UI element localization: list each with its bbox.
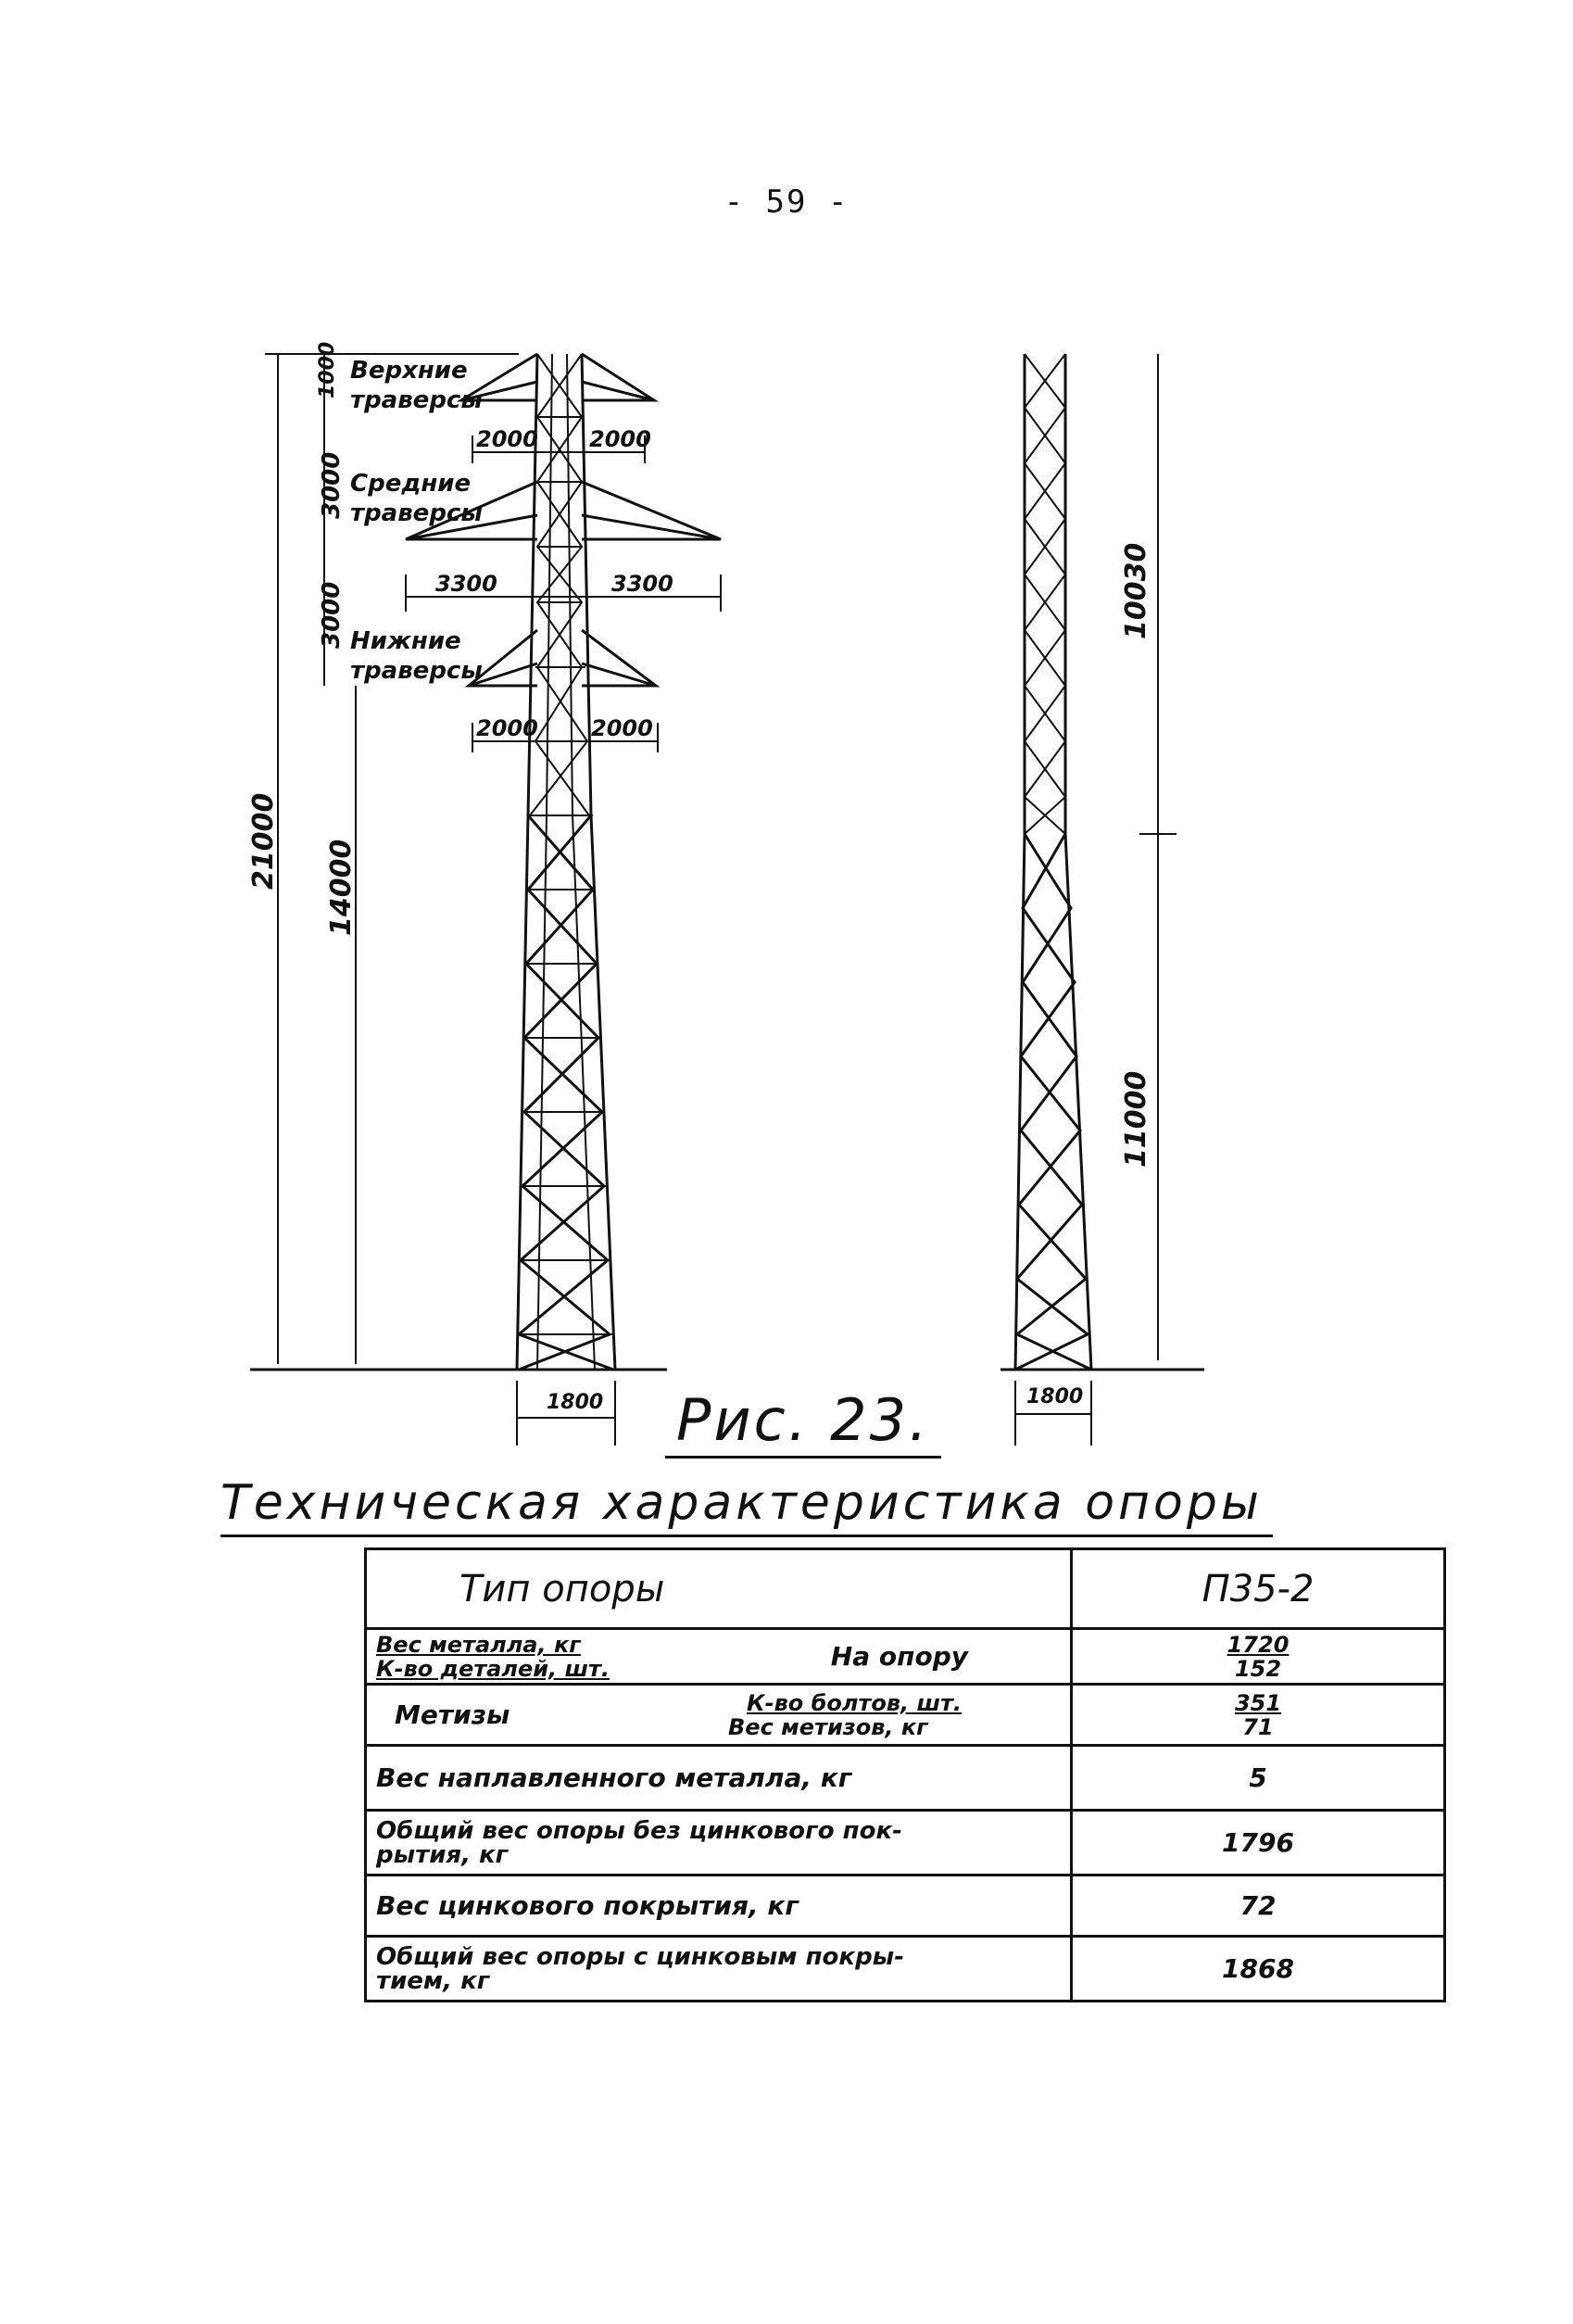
- page-number: - 59 -: [724, 183, 849, 221]
- dim-3000-upper-label: 3000: [318, 451, 346, 519]
- detail-count-label: К-во деталей, шт.: [376, 1655, 610, 1682]
- right-tower-dim-line: [1139, 354, 1177, 1360]
- per-support-label: На опору: [830, 1641, 968, 1672]
- table-row: [366, 1629, 1445, 1685]
- figure-caption: Рис. 23.: [665, 1386, 941, 1459]
- total-no-zinc-value: 1796: [1072, 1811, 1445, 1876]
- metal-weight-value: 1720: [1227, 1631, 1290, 1658]
- zinc-value: 72: [1072, 1876, 1445, 1937]
- upper-traverse-label-1: Верхние: [350, 357, 468, 385]
- hardware-weight-value: 71: [1242, 1713, 1274, 1740]
- detail-count-value: 152: [1234, 1655, 1282, 1682]
- header-label: Тип опоры: [459, 1567, 665, 1610]
- right-base-width-label: 1800: [1026, 1385, 1084, 1408]
- table-row: [366, 1746, 1445, 1811]
- weld-metal-label: Вес наплавленного металла, кг: [366, 1746, 1072, 1811]
- upper-arm-right-label: 2000: [589, 426, 651, 452]
- lower-traverse-label-2: траверсы: [350, 657, 483, 685]
- total-zinc-value: 1868: [1072, 1937, 1445, 2002]
- left-tower-inner-right: [567, 354, 595, 1370]
- table-row: [366, 1876, 1445, 1937]
- middle-arm-right-label: 3300: [611, 571, 673, 597]
- table-row: [366, 1685, 1445, 1746]
- lower-arm-left-label: 2000: [476, 715, 538, 741]
- lower-traverse-label-1: Нижние: [350, 627, 461, 655]
- header-value-cell: [1072, 1549, 1445, 1629]
- left-tower-lower-lattice: [519, 815, 613, 1370]
- dim-11000-label: 11000: [1120, 1070, 1152, 1168]
- right-tower-lattice-upper: [1025, 354, 1065, 834]
- metal-weight-label: Вес металла, кг: [376, 1631, 581, 1658]
- dim-14000-label: 14000: [325, 839, 358, 936]
- dim-3000-lower-label: 3000: [318, 581, 346, 649]
- left-tower-left-leg: [517, 354, 537, 1370]
- right-tower-left-leg: [1015, 354, 1025, 1370]
- middle-traverse-label-1: Средние: [350, 470, 472, 498]
- total-zinc-label-2: тием, кг: [376, 1966, 490, 1995]
- upper-arm-left-label: 2000: [476, 426, 538, 452]
- left-tower-upper-lattice: [530, 354, 589, 815]
- upper-traverse: [461, 354, 654, 400]
- hardware-weight-label: Вес метизов, кг: [728, 1713, 928, 1740]
- dim-21000-label: 21000: [247, 792, 280, 890]
- hardware-label: Метизы: [395, 1699, 510, 1730]
- right-tower-lattice-lower: [1015, 834, 1091, 1370]
- left-tower-right-leg: [582, 354, 615, 1370]
- spec-table: [364, 1547, 1446, 2002]
- header-value: П35-2: [1202, 1567, 1315, 1610]
- total-no-zinc-label-2: рытия, кг: [376, 1840, 509, 1869]
- weld-metal-value: 5: [1072, 1746, 1445, 1811]
- total-no-zinc-label-1: Общий вес опоры без цинкового пок-: [376, 1816, 902, 1845]
- dim-10030-label: 10030: [1120, 542, 1152, 639]
- bolt-count-value: 351: [1234, 1689, 1282, 1716]
- total-zinc-label-1: Общий вес опоры с цинковым покры-: [376, 1942, 904, 1971]
- lower-arm-right-label: 2000: [591, 715, 653, 741]
- section-title: Техническая характеристика опоры: [220, 1475, 1273, 1537]
- dim-1000-label: 1000: [316, 341, 339, 398]
- table-row: [366, 1811, 1445, 1876]
- table-header-row: [366, 1549, 1445, 1629]
- bolt-count-label: К-во болтов, шт.: [747, 1689, 963, 1716]
- left-base-width-label: 1800: [547, 1391, 604, 1414]
- zinc-label: Вес цинкового покрытия, кг: [366, 1876, 1072, 1937]
- middle-arm-left-label: 3300: [435, 571, 497, 597]
- upper-traverse-label-2: траверсы: [350, 386, 483, 414]
- middle-traverse-label-2: траверсы: [350, 499, 483, 527]
- header-label-cell: [366, 1549, 1072, 1629]
- table-row: [366, 1937, 1445, 2002]
